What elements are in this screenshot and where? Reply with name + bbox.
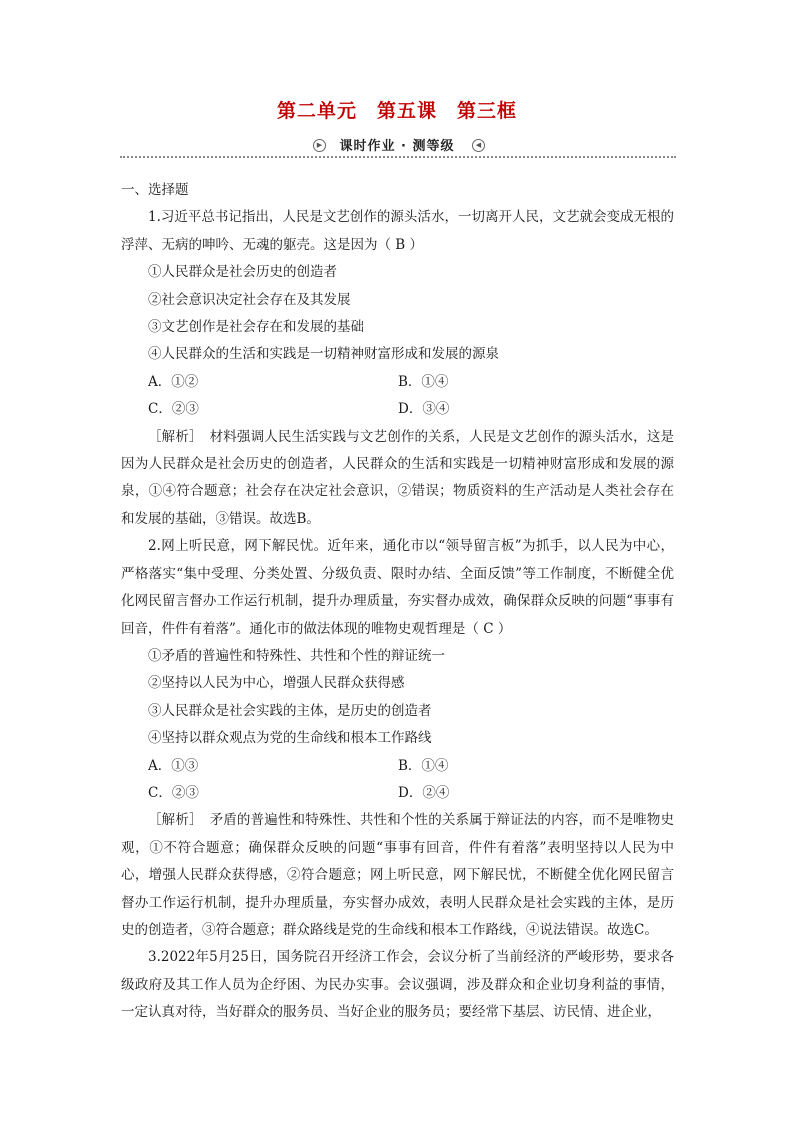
statement-item: ②社会意识决定社会存在及其发展 [148, 291, 351, 308]
option-row [121, 780, 674, 807]
subtitle: 课时作业 · 测等级 [339, 139, 455, 154]
statement-item: ①人民群众是社会历史的创造者 [148, 264, 337, 281]
statement-item: ④人民群众的生活和实践是一切精神财富形成和发展的源泉 [148, 346, 499, 363]
question-stem: 3.2022年5月25日，国务院召开经济工作会，会议分析了当前经济的严峻形势，要求各级政府及其工作人员为企纾困、为民办实事。会议强调，涉及群众和企业切身利益的事情，一定认真对待，当好群众的服务员、当好企业的服务员；要经常下基层、访民情、进企业， [121, 949, 674, 1021]
question-stem: 2.网上听民意，网下解民忧。近年来，通化市以“领导留言板”为抓手，以人民为中心，严格落实“集中受理、分类处置、分级负责、限时办结、全面反馈”等工作制度，不断健全优化网民留言督办工作运行机制，提升办理质量，夯实督办成效，确保群众反映的问题“事事有回音，件件有着落”。通化市的做法体现的唯物史观哲理是（ C ） [121, 538, 674, 637]
back-circle-icon: ◀ [472, 139, 485, 152]
play-circle-icon: ▶ [313, 139, 326, 152]
option-row [121, 369, 674, 396]
option: C．②③ [148, 401, 199, 418]
section-heading: 一、选择题 [121, 182, 189, 198]
option: D．③④ [398, 401, 450, 418]
option-row [121, 753, 674, 780]
question-stem: 1.习近平总书记指出，人民是文艺创作的源头活水，一切离开人民，文艺就会变成无根的浮萍、无病的呻吟、无魂的躯壳。这是因为（ B ） [121, 209, 674, 253]
analysis: ［解析］ 矛盾的普遍性和特殊性、共性和个性的关系属于辩证法的内容，而不是唯物史观，①不符合题意；确保群众反映的问题“事事有回音，件件有着落”表明坚持以人民为中心，增强人民群众获得感，②符合题意；网上听民意，网下解民忧，不断健全优化网民留言督办工作运行机制，提升办理质量，夯实督办成效，表明人民群众是社会实践的主体，是历史的创造者，③符合题意；群众路线是党的生命线和根本工作路线，④说法错误。故选C。 [121, 812, 674, 938]
option: B．①④ [398, 757, 449, 774]
page-title: 第二单元 第五课 第三框 [276, 100, 517, 122]
statement-item: ②坚持以人民为中心，增强人民群众获得感 [148, 675, 405, 692]
option-row [121, 396, 674, 423]
option: A．①② [148, 373, 199, 390]
option: C．②③ [148, 784, 199, 801]
content [121, 177, 674, 1027]
statement-item: ①矛盾的普遍性和特殊性、共性和个性的辩证统一 [148, 647, 445, 664]
option: A．①③ [148, 757, 199, 774]
option: D．②④ [398, 784, 450, 801]
subtitle-bar [0, 134, 794, 158]
statement-item: ③文艺创作是社会存在和发展的基础 [148, 319, 364, 336]
dotted-divider [120, 156, 676, 158]
analysis: ［解析］ 材料强调人民生活实践与文艺创作的关系，人民是文艺创作的源头活水，这是因为人民群众是社会历史的创造者，人民群众的生活和实践是一切精神财富形成和发展的源泉，①④符合题意；社会存在决定社会意识，②错误；物质资料的生产活动是人类社会存在和发展的基础，③错误。故选B。 [121, 428, 674, 527]
statement-item: ④坚持以群众观点为党的生命线和根本工作路线 [148, 730, 432, 747]
option: B．①④ [398, 373, 449, 390]
statement-item: ③人民群众是社会实践的主体，是历史的创造者 [148, 702, 432, 719]
